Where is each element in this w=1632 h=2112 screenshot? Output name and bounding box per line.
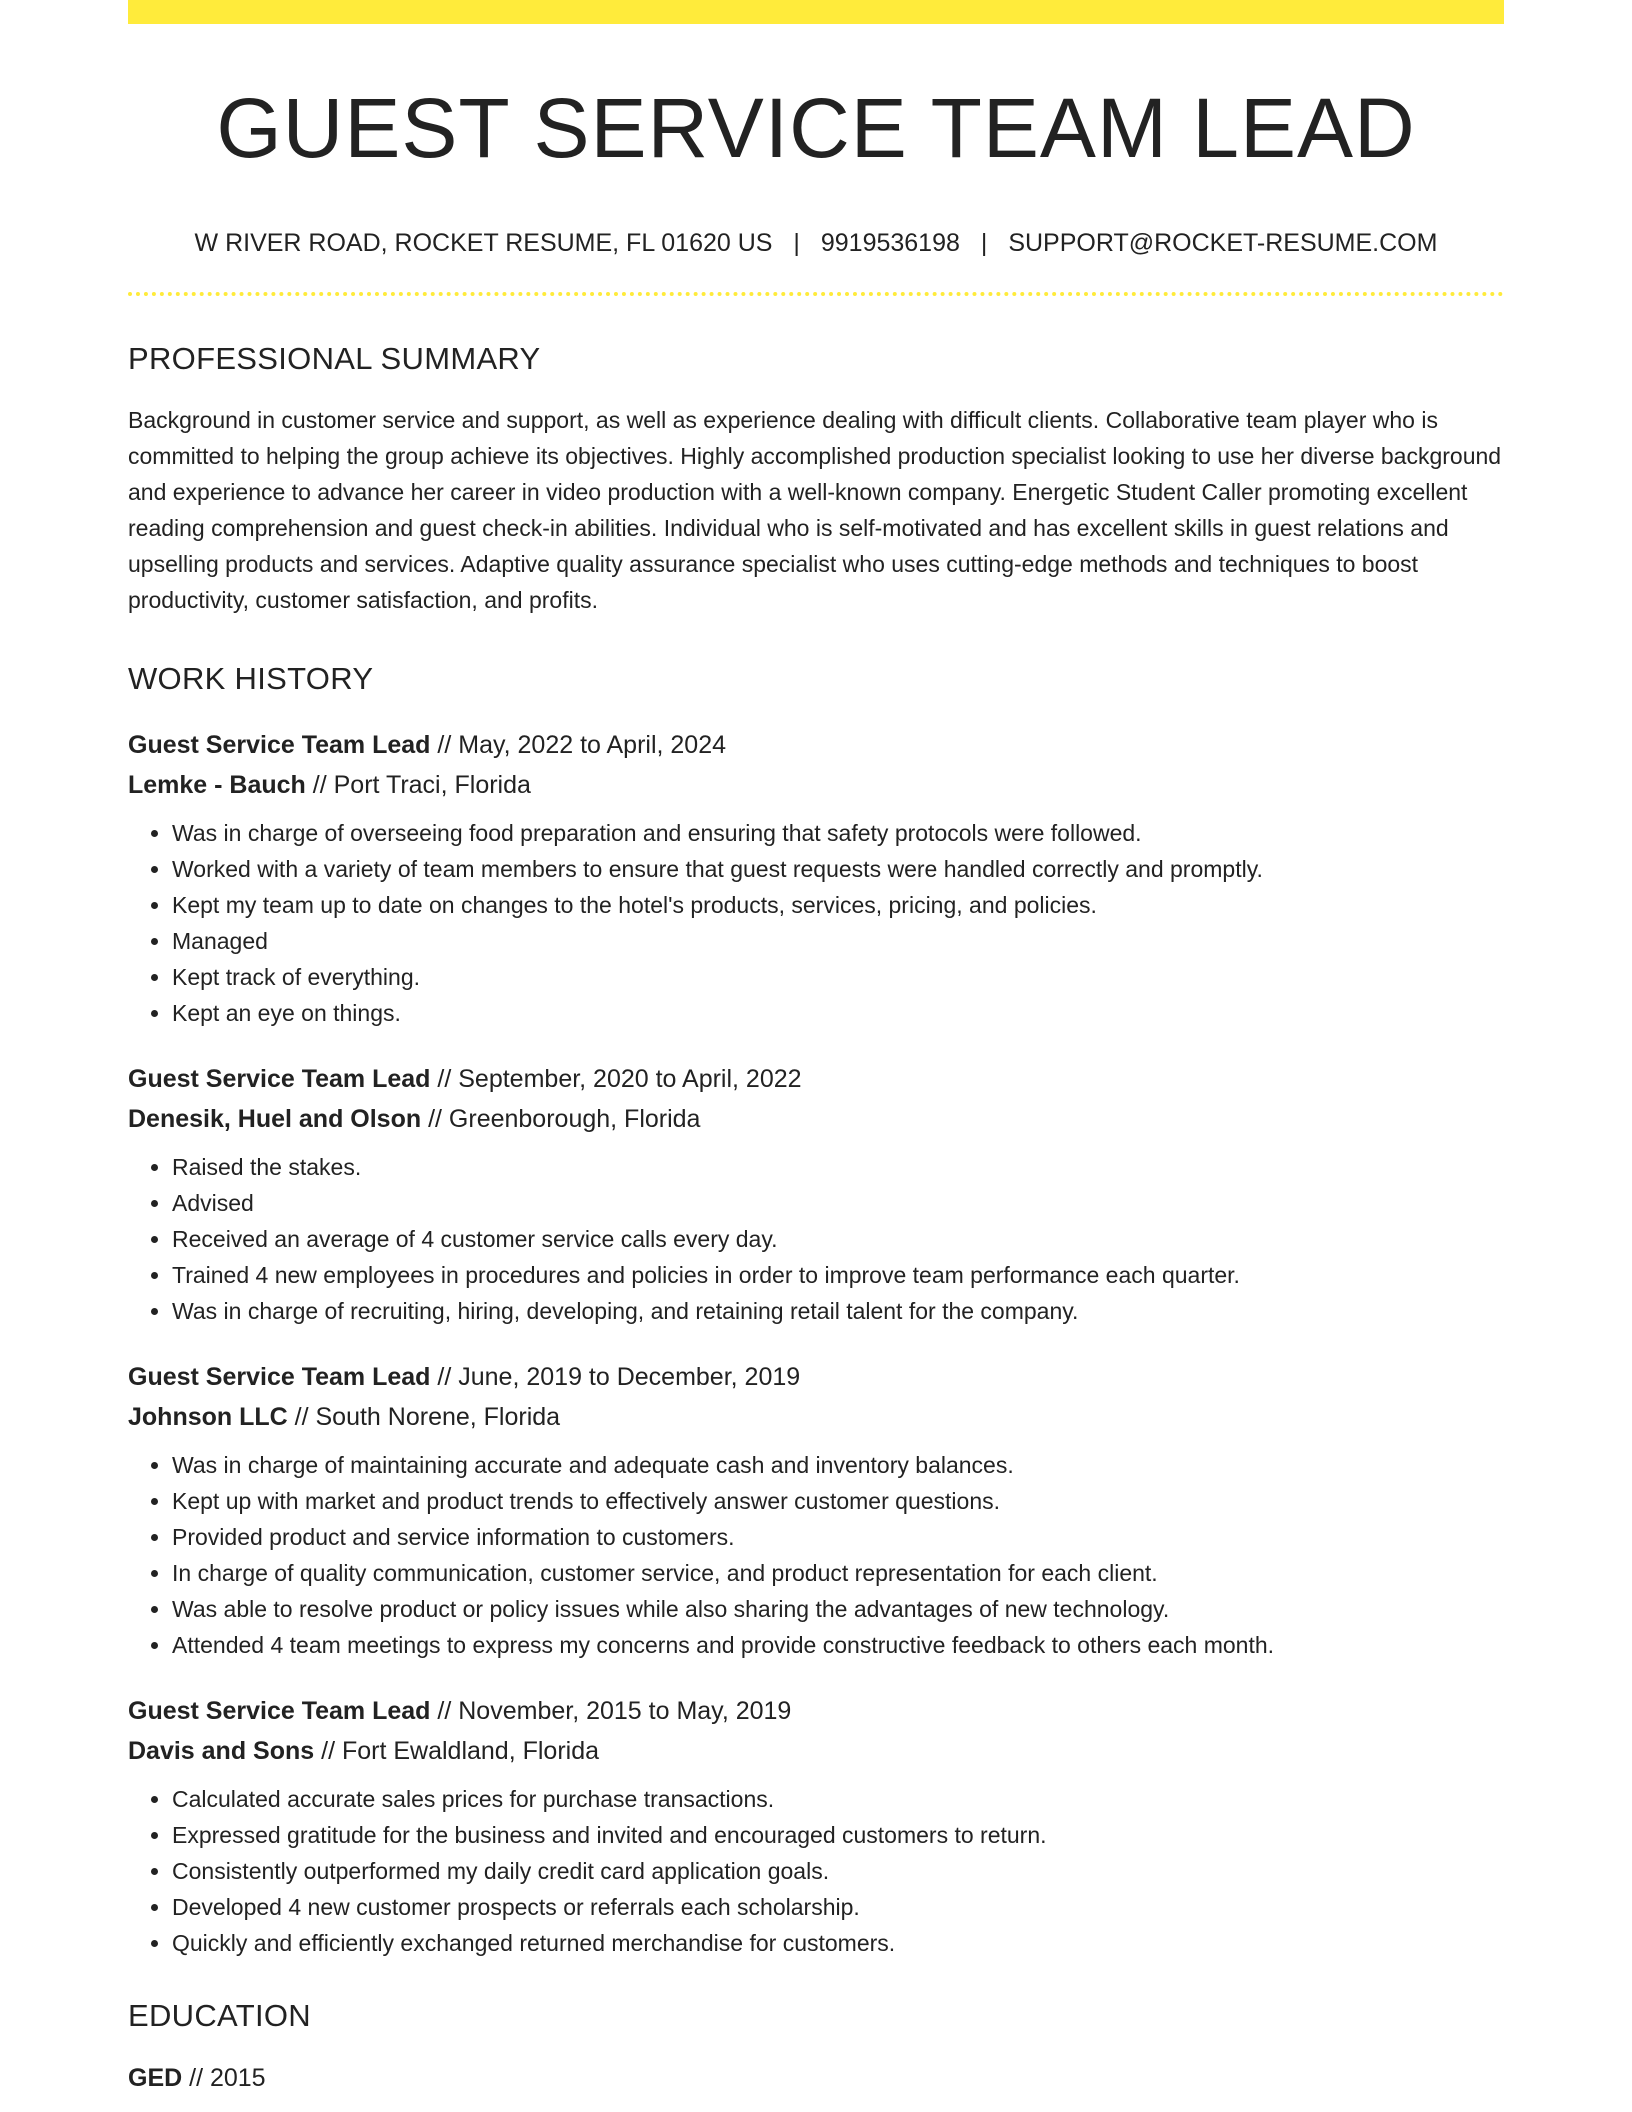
job-bullet-list: [128, 1447, 1504, 1663]
job-entry: [128, 1059, 1504, 1329]
work-history-heading: WORK HISTORY: [128, 660, 374, 696]
contact-separator: |: [980, 229, 988, 258]
job-role: Guest Service Team Lead: [128, 1696, 431, 1725]
job-bullet: • Was able to resolve product or policy issues while also sharing the advantages of new technology.: [172, 1591, 1504, 1627]
job-company: Davis and Sons: [128, 1736, 315, 1765]
resume-page: [128, 0, 1504, 2098]
job-entry: [128, 725, 1504, 1031]
job-bullet-list: [128, 1781, 1504, 1961]
summary-heading: PROFESSIONAL SUMMARY: [128, 341, 541, 377]
job-bullet: • Kept my team up to date on changes to the hotel's products, services, pricing, and policies.: [172, 887, 1504, 923]
job-bullet: • Was in charge of maintaining accurate and adequate cash and inventory balances.: [172, 1447, 1504, 1483]
job-role: Guest Service Team Lead: [128, 730, 431, 759]
job-dates: // June, 2019 to December, 2019: [430, 1362, 801, 1391]
job-bullet: • Was in charge of recruiting, hiring, developing, and retaining retail talent for the company.: [172, 1293, 1504, 1329]
job-bullet: • Worked with a variety of team members to ensure that guest requests were handled correctly and promptly.: [172, 851, 1504, 887]
job-bullet: • Attended 4 team meetings to express my concerns and provide constructive feedback to others each month.: [172, 1627, 1504, 1663]
education-heading: EDUCATION: [128, 1997, 311, 2033]
job-location: // South Norene, Florida: [287, 1402, 561, 1431]
job-bullet: • Kept track of everything.: [172, 959, 1504, 995]
address: W RIVER ROAD, ROCKET RESUME, FL 01620 US: [194, 229, 773, 258]
job-dates: // November, 2015 to May, 2019: [430, 1696, 792, 1725]
job-bullet: • Raised the stakes.: [172, 1149, 1504, 1185]
job-bullet: • Quickly and efficiently exchanged returned merchandise for customers.: [172, 1925, 1504, 1961]
job-company-line: [128, 1099, 1504, 1139]
resume-title: GUEST SERVICE TEAM LEAD: [216, 81, 1416, 175]
degree: GED: [128, 2063, 183, 2092]
top-accent-bar: [128, 0, 1504, 24]
job-bullet: • Calculated accurate sales prices for purchase transactions.: [172, 1781, 1504, 1817]
contact-line: [128, 228, 1504, 258]
job-entry: [128, 1691, 1504, 1961]
job-company-line: [128, 1731, 1504, 1771]
job-bullet: • Provided product and service information to customers.: [172, 1519, 1504, 1555]
job-company-line: [128, 765, 1504, 805]
job-role: Guest Service Team Lead: [128, 1362, 431, 1391]
job-location: // Fort Ewaldland, Florida: [314, 1736, 600, 1765]
job-bullet: • Received an average of 4 customer service calls every day.: [172, 1221, 1504, 1257]
contact-separator: |: [793, 229, 800, 258]
job-title-line: [128, 1357, 1504, 1397]
summary-text: Background in customer service and support, as well as experience dealing with difficult clients. Collaborative team player who is committed to helping the group achieve its objectives. Highly accomplished production specialist looking to use her diverse background and experience to advance her career in video production with a well-known company. Energetic Student Caller promoting excellent reading comprehension and guest check-in abilities. Individual who is self-motivated and has excellent skills in guest relations and upselling products and services. Adaptive quality assurance specialist who uses cutting-edge methods and techniques to boost productivity, customer satisfaction, and profits.: [128, 406, 1502, 613]
job-dates: // September, 2020 to April, 2022: [430, 1064, 802, 1093]
job-title-line: [128, 1059, 1504, 1099]
job-bullet: • Trained 4 new employees in procedures and policies in order to improve team performance each quarter.: [172, 1257, 1504, 1293]
header-divider: [128, 292, 1504, 296]
education-year: // 2015: [182, 2063, 266, 2092]
job-bullet: • Kept an eye on things.: [172, 995, 1504, 1031]
job-bullet: • Expressed gratitude for the business and invited and encouraged customers to return.: [172, 1817, 1504, 1853]
job-bullet: • Advised: [172, 1185, 1504, 1221]
job-title-line: [128, 1691, 1504, 1731]
job-bullet-list: [128, 1149, 1504, 1329]
job-title-line: [128, 725, 1504, 765]
job-company: Denesik, Huel and Olson: [128, 1104, 422, 1133]
job-bullet-list: [128, 815, 1504, 1031]
job-role: Guest Service Team Lead: [128, 1064, 431, 1093]
job-bullet: • Consistently outperformed my daily credit card application goals.: [172, 1853, 1504, 1889]
job-entry: [128, 1357, 1504, 1663]
job-list: [128, 725, 1504, 1961]
education-entry: [128, 2058, 1504, 2098]
job-bullet: • Developed 4 new customer prospects or referrals each scholarship.: [172, 1889, 1504, 1925]
job-dates: // May, 2022 to April, 2024: [430, 730, 727, 759]
job-location: // Greenborough, Florida: [421, 1104, 701, 1133]
job-bullet: • In charge of quality communication, customer service, and product representation for each client.: [172, 1555, 1504, 1591]
job-bullet: • Was in charge of overseeing food preparation and ensuring that safety protocols were followed.: [172, 815, 1504, 851]
email: SUPPORT@ROCKET-RESUME.COM: [1008, 229, 1438, 258]
job-company-line: [128, 1397, 1504, 1437]
job-location: // Port Traci, Florida: [305, 770, 531, 799]
phone: 9919536198: [820, 229, 960, 258]
job-bullet: • Kept up with market and product trends to effectively answer customer questions.: [172, 1483, 1504, 1519]
job-company: Johnson LLC: [128, 1402, 288, 1431]
job-bullet: • Managed: [172, 923, 1504, 959]
job-company: Lemke - Bauch: [128, 770, 306, 799]
